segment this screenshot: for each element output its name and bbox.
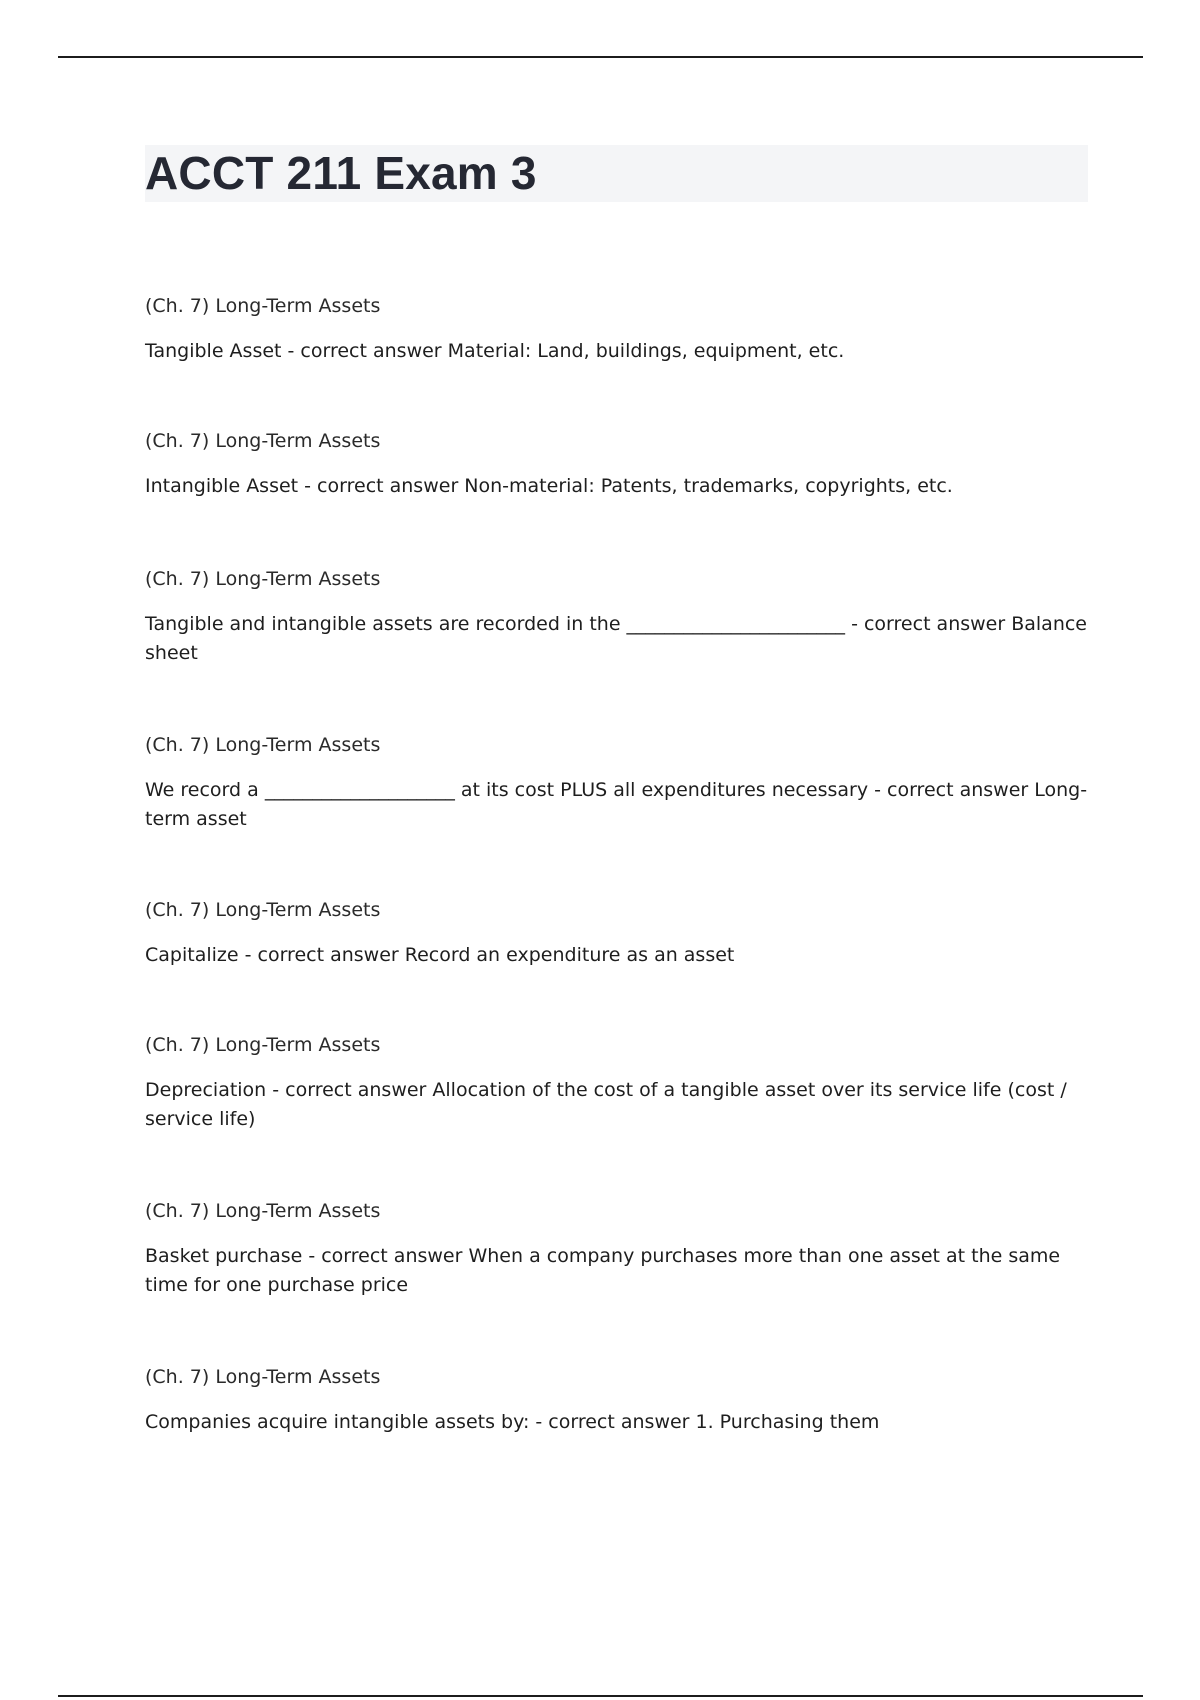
- top-rule: [58, 56, 1143, 58]
- card-chapter: (Ch. 7) Long-Term Assets: [145, 1366, 381, 1388]
- card-chapter: (Ch. 7) Long-Term Assets: [145, 295, 381, 317]
- card-chapter: (Ch. 7) Long-Term Assets: [145, 1200, 381, 1222]
- card-chapter: (Ch. 7) Long-Term Assets: [145, 430, 381, 452]
- card-question-answer: Capitalize - correct answer Record an expenditure as an asset: [145, 944, 735, 966]
- card-question-answer: Depreciation - correct answer Allocation of the cost of a tangible asset over its service life (cost / service life): [145, 1079, 1067, 1130]
- card-question-answer: We record a ____________________ at its cost PLUS all expenditures necessary - correct answer Long-term asset: [145, 779, 1088, 830]
- flashcard-8: [145, 1365, 1090, 1437]
- flashcard-7: [145, 1199, 1090, 1300]
- card-chapter: (Ch. 7) Long-Term Assets: [145, 899, 381, 921]
- flashcard-4: [145, 733, 1090, 834]
- card-question-answer: Companies acquire intangible assets by: - correct answer 1. Purchasing them: [145, 1411, 880, 1433]
- card-chapter: (Ch. 7) Long-Term Assets: [145, 568, 381, 590]
- flashcard-2: [145, 429, 1090, 501]
- flashcard-3: [145, 567, 1090, 668]
- card-question-answer: Tangible Asset - correct answer Material: Land, buildings, equipment, etc.: [145, 340, 845, 362]
- card-question-answer: Basket purchase - correct answer When a company purchases more than one asset at the same time for one purchase price: [145, 1245, 1061, 1296]
- card-chapter: (Ch. 7) Long-Term Assets: [145, 1034, 381, 1056]
- card-question-answer: Tangible and intangible assets are recorded in the _______________________ - correct answer Balance sheet: [145, 613, 1087, 664]
- flashcard-6: [145, 1033, 1090, 1134]
- flashcard-5: [145, 898, 1090, 970]
- document-title: ACCT 211 Exam 3: [145, 147, 537, 199]
- card-question-answer: Intangible Asset - correct answer Non-material: Patents, trademarks, copyrights, etc.: [145, 475, 953, 497]
- card-chapter: (Ch. 7) Long-Term Assets: [145, 734, 381, 756]
- flashcard-1: [145, 294, 1090, 366]
- bottom-rule: [58, 1695, 1143, 1697]
